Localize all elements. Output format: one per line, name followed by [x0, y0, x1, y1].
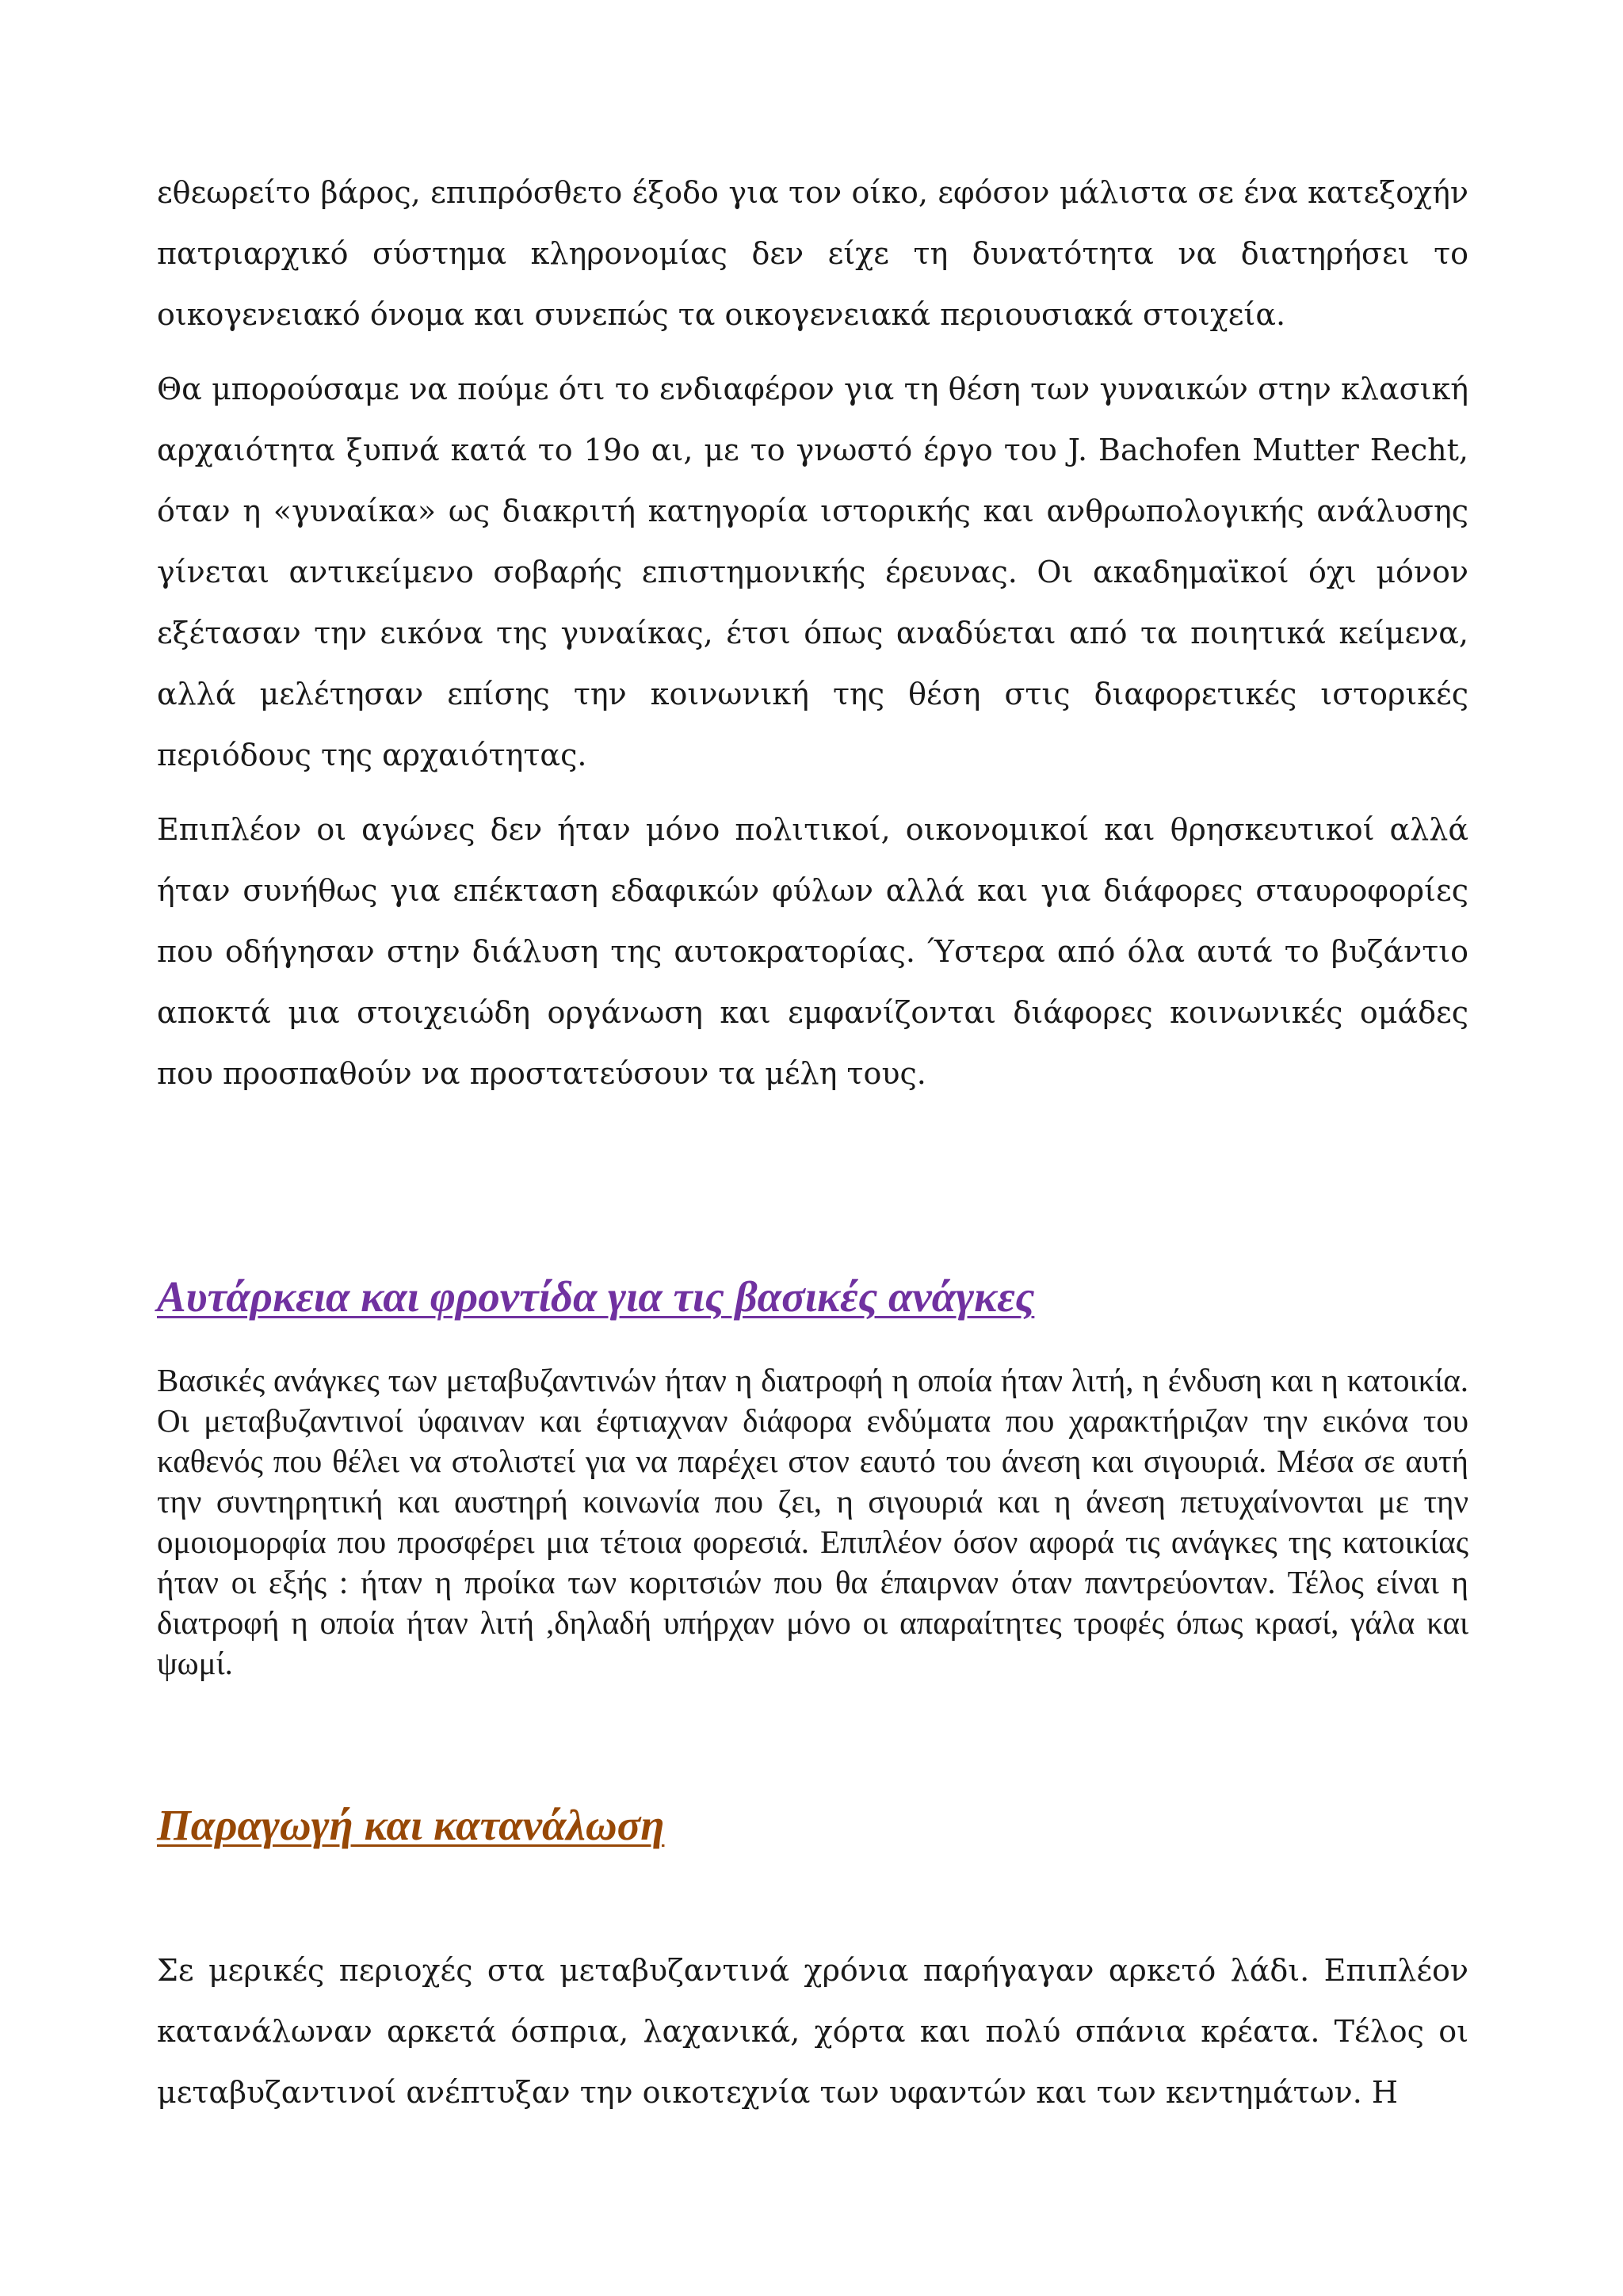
paragraph-continuation: εθεωρείτο βάρος, επιπρόσθετο έξοδο για τον οίκο, εφόσον μάλιστα σε ένα κατεξοχήν πατριαρχικό σύστημα κληρονομίας δεν είχε τη δυνατότητα να διατηρήσει το οικογενειακό όνομα και συνεπώς τα οικογενειακά περιουσιακά στοιχεία.: [157, 175, 1468, 332]
section-heading-self-sufficiency: Αυτάρκεια και φροντίδα για τις βασικές ανάγκες: [157, 1272, 1035, 1321]
section-body-self-sufficiency: Βασικές ανάγκες των μεταβυζαντινών ήταν η διατροφή η οποία ήταν λιτή, η ένδυση και η κατοικία. Οι μεταβυζαντινοί ύφαιναν και έφτιαχναν διάφορα ενδύματα που χαρακτήριζαν την εικόνα του καθενός που θέλει να στολιστεί για να παρέχει στον εαυτό του άνεση και σιγουριά. Μέσα σε αυτή την συντηρητική και αυστηρή κοινωνία που ζει, η σιγουριά και η άνεση πετυχαίνονται με την ομοιομορφία που προσφέρει μια τέτοια φορεσιά. Επιπλέον όσον αφορά τις ανάγκες της κατοικίας ήταν οι εξής : ήταν η προίκα των κοριτσιών που θα έπαιρναν όταν παντρεύονταν. Τέλος είναι η διατροφή η οποία ήταν λιτή ,δηλαδή υπήρχαν μόνο οι απαραίτητες τροφές όπως κρασί, γάλα και ψωμί.: [157, 1362, 1468, 1681]
section-body-production: Σε μερικές περιοχές στα μεταβυζαντινά χρόνια παρήγαγαν αρκετό λάδι. Επιπλέον κατανάλωναν αρκετά όσπρια, λαχανικά, χόρτα και πολύ σπάνια κρέατα. Τέλος οι μεταβυζαντινοί ανέπτυξαν την οικοτεχνία των υφαντών και των κεντημάτων. Η: [157, 1953, 1468, 2110]
section-heading-production: Παραγωγή και κατανάλωση: [157, 1801, 665, 1849]
paragraph-struggles: Επιπλέον οι αγώνες δεν ήταν μόνο πολιτικοί, οικονομικοί και θρησκευτικοί αλλά ήταν συνήθως για επέκταση εδαφικών φύλων αλλά και για διάφορες σταυροφορίες που οδήγησαν στην διάλυση της αυτοκρατορίας. Ύστερα από όλα αυτά το βυζάντιο αποκτά μια στοιχειώδη οργάνωση και εμφανίζονται διάφορες κοινωνικές ομάδες που προσπαθούν να προστατεύσουν τα μέλη τους.: [157, 812, 1468, 1091]
top-text-block: [157, 162, 1468, 1118]
paragraph-bachofen: Θα μπορούσαμε να πούμε ότι το ενδιαφέρον για τη θέση των γυναικών στην κλασική αρχαιότητα ξυπνά κατά το 19ο αι, με το γνωστό έργο του J. Bachofen Mutter Recht, όταν η «γυναίκα» ως διακριτή κατηγορία ιστορικής και ανθρωπολογικής ανάλυσης γίνεται αντικείμενο σοβαρής επιστημονικής έρευνας. Οι ακαδημαϊκοί όχι μόνον εξέτασαν την εικόνα της γυναίκας, έτσι όπως αναδύεται από τα ποιητικά κείμενα, αλλά μελέτησαν επίσης την κοινωνική της θέση στις διαφορετικές ιστορικές περιόδους της αρχαιότητας.: [157, 372, 1468, 772]
